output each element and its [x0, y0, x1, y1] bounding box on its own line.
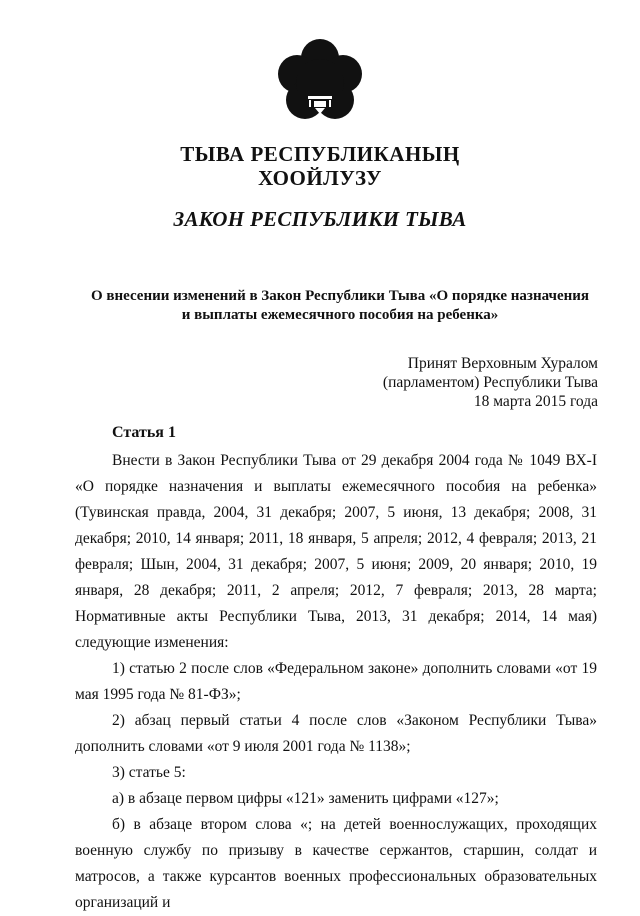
article-title: Статья 1 [112, 424, 176, 441]
emblem-icon [275, 38, 365, 128]
article-paragraph: Внести в Закон Республики Тыва от 29 декабря 2004 года № 1049 ВХ-I «О порядке назначения и выплаты ежемесячного пособия на ребенка» (Тувинская правда, 2004, 31 декабря; 2007, 5 июня, 13 декабря; 2008, 31 декабря; 2010, 14 января; 2011, 18 января, 5 апреля; 2012, 4 февраля; 2013, 21 февраля; Шын, 2004, 31 декабря; 2007, 5 июня; 2009, 20 января; 2010, 19 января, 28 декабря; 2011, 2 апреля; 2012, 7 февраля; 2013, 28 марта; Нормативные акты Республики Тыва, 2013, 31 декабря; 2014, 14 мая) следующие изменения: [75, 452, 597, 651]
tuvan-title-line1: ТЫВА РЕСПУБЛИКАНЫҢ [180, 142, 460, 166]
adoption-line2: (парламентом) Республики Тыва [382, 374, 598, 391]
article-paragraph: 1) статью 2 после слов «Федеральном законе» дополнить словами «от 19 мая 1995 года № 81-ФЗ»; [75, 660, 597, 703]
law-subject [60, 287, 620, 325]
adoption-line1: Принят Верховным Хуралом [407, 355, 598, 372]
tuvan-title-line2: ХООЙЛУЗУ [258, 166, 382, 190]
article-paragraph: 2) абзац первый статьи 4 после слов «Законом Республики Тыва» дополнить словами «от 9 июля 2001 года № 1138»; [75, 712, 597, 755]
law-subject-line2: и выплаты ежемесячного пособия на ребенка» [181, 307, 499, 323]
adoption-block [383, 354, 598, 411]
adoption-date: 18 марта 2015 года [473, 393, 598, 410]
russian-title: ЗАКОН РЕСПУБЛИКИ ТЫВА [173, 207, 467, 231]
article-body [75, 448, 597, 916]
law-subject-line1: О внесении изменений в Закон Республики Тыва «О порядке назначения [90, 288, 590, 304]
article-paragraph: 3) статье 5: [112, 764, 186, 781]
article-paragraph: б) в абзаце втором слова «; на детей военнослужащих, проходящих военную службу по призыву в качестве сержантов, старшин, солдат и матросов, а также курсантов военных профессиональных образовательных организаций и [75, 816, 597, 911]
article-paragraph: а) в абзаце первом цифры «121» заменить цифрами «127»; [112, 790, 499, 807]
